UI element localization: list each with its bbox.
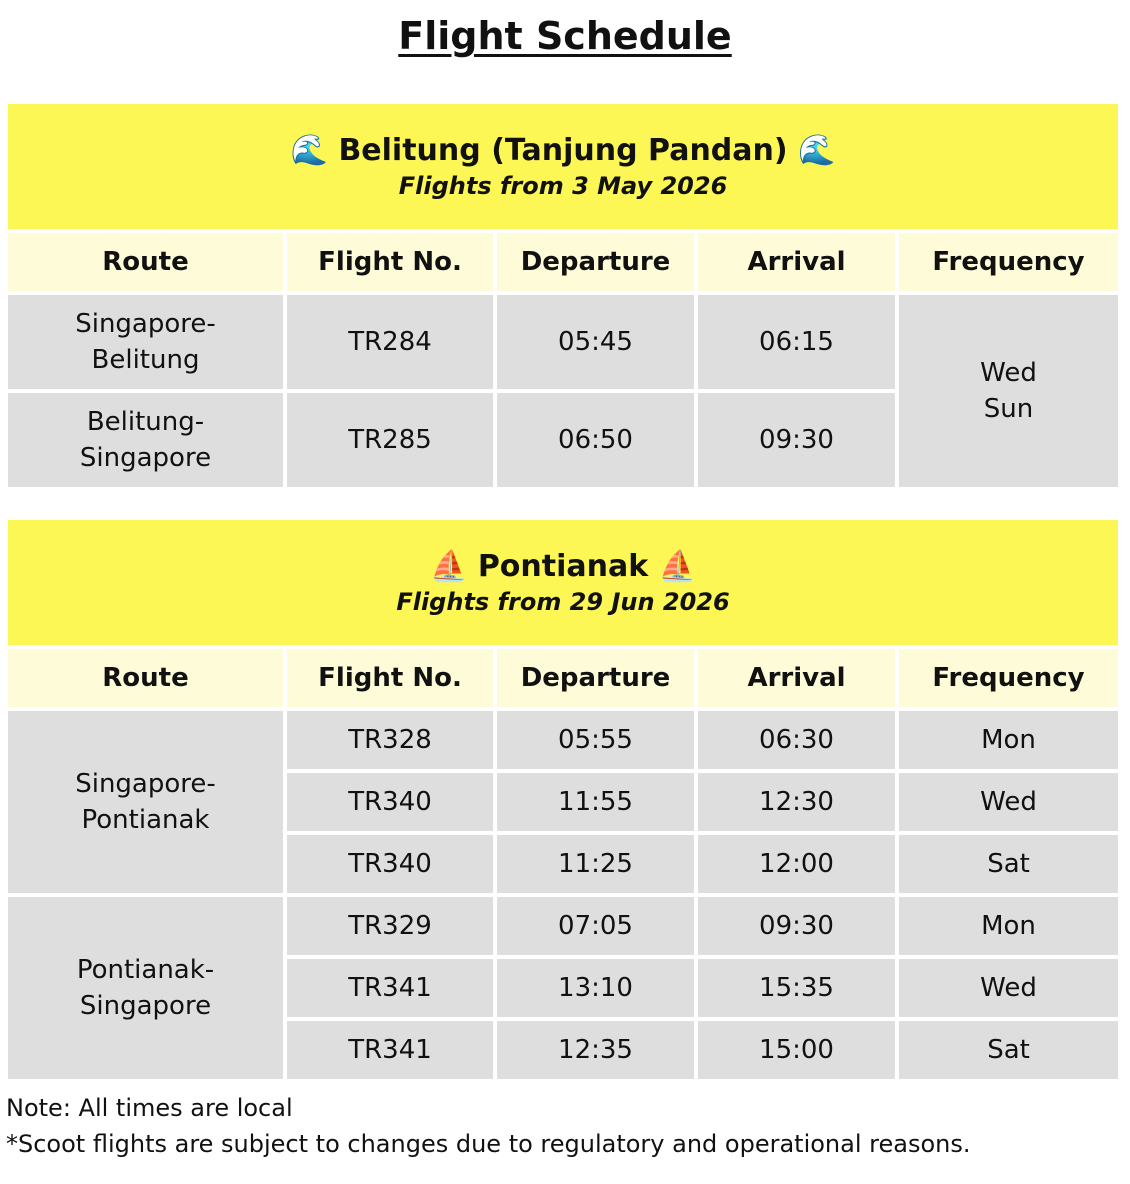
frequency-cell: Mon xyxy=(899,897,1118,955)
departure-cell: 13:10 xyxy=(497,959,694,1017)
pontianak-schedule-table xyxy=(4,516,1122,1083)
frequency-cell: Wed xyxy=(899,959,1118,1017)
belitung-schedule-table xyxy=(4,100,1122,491)
pontianak-destination: Pontianak xyxy=(477,548,649,584)
arrival-cell: 12:30 xyxy=(698,773,895,831)
sailboat-icon: ⛵ xyxy=(658,548,697,584)
route-line: Belitung- xyxy=(86,407,205,437)
header-departure: Departure xyxy=(497,233,694,291)
frequency-line: Wed xyxy=(980,358,1037,388)
frequency-cell: Mon xyxy=(899,711,1118,769)
header-arrival: Arrival xyxy=(698,233,895,291)
header-frequency: Frequency xyxy=(899,233,1118,291)
departure-cell: 05:45 xyxy=(497,295,694,389)
header-departure: Departure xyxy=(497,649,694,707)
header-flight-no: Flight No. xyxy=(287,649,493,707)
route-cell xyxy=(8,711,283,893)
frequency-cell xyxy=(899,295,1118,487)
departure-cell: 11:25 xyxy=(497,835,694,893)
wave-icon: 🌊 xyxy=(290,132,328,168)
route-line: Singapore xyxy=(79,443,212,473)
flight-no-cell: TR341 xyxy=(287,959,493,1017)
arrival-cell: 12:00 xyxy=(698,835,895,893)
route-line: Singapore xyxy=(79,991,212,1021)
page-title: Flight Schedule xyxy=(398,14,732,58)
arrival-cell: 06:30 xyxy=(698,711,895,769)
arrival-cell: 06:15 xyxy=(698,295,895,389)
belitung-destination: Belitung (Tanjung Pandan) xyxy=(338,132,788,168)
departure-cell: 11:55 xyxy=(497,773,694,831)
note-local-times: Note: All times are local xyxy=(6,1094,293,1122)
frequency-line: Sun xyxy=(983,394,1034,424)
header-route: Route xyxy=(8,649,283,707)
route-line: Singapore- xyxy=(75,769,216,799)
belitung-subtitle: Flights from 3 May 2026 xyxy=(398,171,728,200)
route-line: Singapore- xyxy=(75,309,216,339)
route-cell xyxy=(8,295,283,389)
pontianak-subtitle: Flights from 29 Jun 2026 xyxy=(396,587,730,616)
belitung-banner-title xyxy=(8,132,1118,170)
departure-cell: 12:35 xyxy=(497,1021,694,1079)
header-flight-no: Flight No. xyxy=(287,233,493,291)
header-frequency: Frequency xyxy=(899,649,1118,707)
frequency-cell: Sat xyxy=(899,1021,1118,1079)
departure-cell: 06:50 xyxy=(497,393,694,487)
belitung-banner xyxy=(8,104,1118,229)
arrival-cell: 15:00 xyxy=(698,1021,895,1079)
route-line: Pontianak- xyxy=(76,955,215,985)
wave-icon: 🌊 xyxy=(798,132,836,168)
flight-no-cell: TR329 xyxy=(287,897,493,955)
route-line: Belitung xyxy=(91,345,200,375)
flight-no-cell: TR340 xyxy=(287,835,493,893)
route-cell xyxy=(8,897,283,1079)
arrival-cell: 15:35 xyxy=(698,959,895,1017)
arrival-cell: 09:30 xyxy=(698,897,895,955)
flight-no-cell: TR341 xyxy=(287,1021,493,1079)
flight-no-cell: TR340 xyxy=(287,773,493,831)
route-line: Pontianak xyxy=(81,805,210,835)
frequency-cell: Wed xyxy=(899,773,1118,831)
flight-no-cell: TR285 xyxy=(287,393,493,487)
arrival-cell: 09:30 xyxy=(698,393,895,487)
header-route: Route xyxy=(8,233,283,291)
departure-cell: 07:05 xyxy=(497,897,694,955)
sailboat-icon: ⛵ xyxy=(430,548,468,584)
header-arrival: Arrival xyxy=(698,649,895,707)
pontianak-banner-title xyxy=(8,548,1118,586)
note-disclaimer: *Scoot flights are subject to changes due to regulatory and operational reasons. xyxy=(6,1130,971,1158)
frequency-cell: Sat xyxy=(899,835,1118,893)
flight-no-cell: TR284 xyxy=(287,295,493,389)
flight-no-cell: TR328 xyxy=(287,711,493,769)
pontianak-banner xyxy=(8,520,1118,645)
departure-cell: 05:55 xyxy=(497,711,694,769)
route-cell xyxy=(8,393,283,487)
